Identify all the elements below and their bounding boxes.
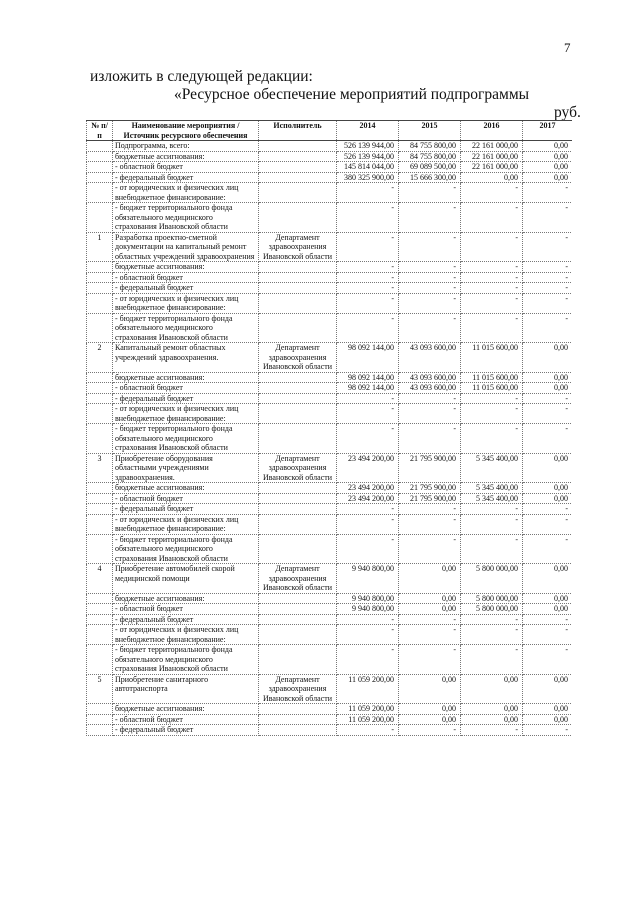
cell-2016: 22 161 000,00 — [461, 151, 523, 162]
cell-2015: - — [399, 645, 461, 675]
cell-2015: 84 755 800,00 — [399, 151, 461, 162]
cell-number — [87, 604, 113, 615]
cell-activity: Приобретение оборудования областными учреждениями здравоохранения. — [113, 453, 259, 483]
cell-2014: - — [337, 404, 399, 424]
cell-2017: - — [523, 393, 573, 404]
cell-2016: 0,00 — [461, 714, 523, 725]
cell-executor — [259, 714, 337, 725]
table-body — [87, 141, 573, 736]
cell-2017: - — [523, 262, 573, 273]
cell-executor — [259, 604, 337, 615]
cell-2016: - — [461, 625, 523, 645]
cell-2015: 0,00 — [399, 593, 461, 604]
table-row — [87, 232, 573, 262]
cell-number — [87, 262, 113, 273]
cell-2014: - — [337, 293, 399, 313]
header-2014: 2014 — [337, 121, 399, 141]
cell-2016: - — [461, 272, 523, 283]
cell-2016: 5 345 400,00 — [461, 483, 523, 494]
cell-2016: 5 800 000,00 — [461, 604, 523, 615]
cell-executor — [259, 645, 337, 675]
cell-number — [87, 141, 113, 152]
cell-2017: - — [523, 272, 573, 283]
cell-2016: 5 345 400,00 — [461, 493, 523, 504]
cell-number — [87, 725, 113, 736]
cell-2015: 43 093 600,00 — [399, 343, 461, 373]
table-row — [87, 645, 573, 675]
cell-2014: - — [337, 203, 399, 233]
table-row — [87, 393, 573, 404]
resource-table — [86, 120, 572, 736]
cell-number — [87, 625, 113, 645]
header-2015: 2015 — [399, 121, 461, 141]
table-row — [87, 534, 573, 564]
cell-2014: - — [337, 262, 399, 273]
cell-2014: - — [337, 232, 399, 262]
cell-number — [87, 203, 113, 233]
cell-2014: 526 139 944,00 — [337, 151, 399, 162]
cell-2017: 0,00 — [523, 383, 573, 394]
table-row — [87, 493, 573, 504]
header-2016: 2016 — [461, 121, 523, 141]
table-row — [87, 343, 573, 373]
cell-2014: - — [337, 645, 399, 675]
cell-activity: - бюджет территориального фонда обязательного медицинского страхования Ивановской области — [113, 424, 259, 454]
cell-activity: бюджетные ассигнования: — [113, 372, 259, 383]
header-2017: 2017 — [523, 121, 573, 141]
cell-activity: - от юридических и физических лиц внебюджетное финансирование: — [113, 514, 259, 534]
cell-executor — [259, 424, 337, 454]
cell-2017: - — [523, 404, 573, 424]
cell-activity: - от юридических и физических лиц внебюджетное финансирование: — [113, 404, 259, 424]
table-row — [87, 725, 573, 736]
cell-number — [87, 283, 113, 294]
cell-2017: - — [523, 183, 573, 203]
cell-2015: 21 795 900,00 — [399, 483, 461, 494]
cell-activity: - областной бюджет — [113, 272, 259, 283]
cell-executor — [259, 614, 337, 625]
cell-2017: - — [523, 424, 573, 454]
table-row — [87, 714, 573, 725]
cell-activity: Приобретение санитарного автотранспорта — [113, 674, 259, 704]
cell-executor — [259, 534, 337, 564]
cell-2014: - — [337, 625, 399, 645]
cell-2017: - — [523, 293, 573, 313]
cell-2014: 145 814 044,00 — [337, 162, 399, 173]
header-row — [87, 121, 573, 141]
cell-executor — [259, 162, 337, 173]
cell-activity: - областной бюджет — [113, 604, 259, 615]
cell-activity: - бюджет территориального фонда обязательного медицинского страхования Ивановской области — [113, 313, 259, 343]
cell-2015: - — [399, 424, 461, 454]
cell-activity: - бюджет территориального фонда обязательного медицинского страхования Ивановской области — [113, 645, 259, 675]
cell-executor — [259, 493, 337, 504]
cell-number — [87, 313, 113, 343]
table-header — [87, 121, 573, 141]
cell-2015: - — [399, 725, 461, 736]
cell-activity: - областной бюджет — [113, 383, 259, 394]
cell-executor — [259, 625, 337, 645]
cell-2017: 0,00 — [523, 453, 573, 483]
cell-2017: - — [523, 203, 573, 233]
cell-number — [87, 372, 113, 383]
cell-2015: - — [399, 283, 461, 294]
table-row — [87, 203, 573, 233]
cell-number — [87, 404, 113, 424]
table-row — [87, 151, 573, 162]
cell-activity: бюджетные ассигнования: — [113, 704, 259, 715]
currency-unit: руб. — [554, 104, 581, 121]
cell-2015: 15 666 300,00 — [399, 172, 461, 183]
table-row — [87, 453, 573, 483]
cell-number — [87, 704, 113, 715]
cell-executor — [259, 593, 337, 604]
cell-2016: - — [461, 262, 523, 273]
cell-number — [87, 172, 113, 183]
cell-2016: - — [461, 534, 523, 564]
cell-2017: - — [523, 283, 573, 294]
cell-activity: - федеральный бюджет — [113, 393, 259, 404]
cell-activity: - от юридических и физических лиц внебюджетное финансирование: — [113, 293, 259, 313]
cell-2015: - — [399, 232, 461, 262]
cell-activity: - бюджет территориального фонда обязательного медицинского страхования Ивановской области — [113, 203, 259, 233]
cell-2016: 11 015 600,00 — [461, 343, 523, 373]
cell-2014: 9 940 800,00 — [337, 564, 399, 594]
cell-2016: 22 161 000,00 — [461, 162, 523, 173]
cell-2016: - — [461, 404, 523, 424]
table-row — [87, 483, 573, 494]
cell-number — [87, 483, 113, 494]
cell-2014: - — [337, 183, 399, 203]
cell-2015: - — [399, 534, 461, 564]
cell-executor — [259, 293, 337, 313]
cell-2014: - — [337, 514, 399, 534]
cell-2015: 69 089 500,00 — [399, 162, 461, 173]
cell-activity: - областной бюджет — [113, 162, 259, 173]
cell-activity: бюджетные ассигнования: — [113, 262, 259, 273]
cell-2016: - — [461, 645, 523, 675]
table-row — [87, 593, 573, 604]
cell-2016: - — [461, 313, 523, 343]
cell-number — [87, 593, 113, 604]
cell-number — [87, 393, 113, 404]
cell-2015: - — [399, 272, 461, 283]
table-row — [87, 404, 573, 424]
cell-2014: 380 325 900,00 — [337, 172, 399, 183]
cell-executor — [259, 313, 337, 343]
cell-2017: 0,00 — [523, 714, 573, 725]
cell-executor — [259, 704, 337, 715]
table-row — [87, 514, 573, 534]
cell-executor — [259, 725, 337, 736]
cell-activity: Капитальный ремонт областных учреждений здравоохранения. — [113, 343, 259, 373]
cell-2015: 84 755 800,00 — [399, 141, 461, 152]
cell-number — [87, 534, 113, 564]
cell-2017: 0,00 — [523, 674, 573, 704]
cell-2016: - — [461, 504, 523, 515]
table-row — [87, 283, 573, 294]
cell-2015: 0,00 — [399, 704, 461, 715]
cell-executor: Департамент здравоохранения Ивановской области — [259, 453, 337, 483]
cell-2014: 11 059 200,00 — [337, 714, 399, 725]
cell-number — [87, 614, 113, 625]
cell-number: 5 — [87, 674, 113, 704]
cell-2014: - — [337, 534, 399, 564]
cell-executor — [259, 272, 337, 283]
cell-2015: - — [399, 614, 461, 625]
cell-2014: 23 494 200,00 — [337, 493, 399, 504]
cell-2017: 0,00 — [523, 483, 573, 494]
cell-2016: 22 161 000,00 — [461, 141, 523, 152]
page-number: 7 — [564, 40, 571, 55]
cell-number — [87, 162, 113, 173]
cell-2017: 0,00 — [523, 704, 573, 715]
cell-2016: 0,00 — [461, 172, 523, 183]
cell-activity: бюджетные ассигнования: — [113, 151, 259, 162]
cell-number — [87, 424, 113, 454]
cell-2014: 23 494 200,00 — [337, 483, 399, 494]
cell-activity: - федеральный бюджет — [113, 725, 259, 736]
table-row — [87, 313, 573, 343]
cell-2015: 0,00 — [399, 564, 461, 594]
cell-2016: 11 015 600,00 — [461, 372, 523, 383]
table-row — [87, 604, 573, 615]
table-row — [87, 162, 573, 173]
cell-number — [87, 183, 113, 203]
cell-activity: - федеральный бюджет — [113, 504, 259, 515]
cell-2014: 9 940 800,00 — [337, 593, 399, 604]
intro-text: изложить в следующей редакции: — [90, 68, 313, 85]
cell-2016: - — [461, 293, 523, 313]
table-row — [87, 262, 573, 273]
cell-activity: - бюджет территориального фонда обязательного медицинского страхования Ивановской области — [113, 534, 259, 564]
header-number: № п/п — [87, 121, 113, 141]
cell-2016: - — [461, 393, 523, 404]
cell-number: 1 — [87, 232, 113, 262]
cell-executor — [259, 372, 337, 383]
cell-2014: - — [337, 313, 399, 343]
cell-2017: - — [523, 504, 573, 515]
table-row — [87, 504, 573, 515]
cell-2015: 0,00 — [399, 714, 461, 725]
cell-2017: 0,00 — [523, 141, 573, 152]
cell-2015: - — [399, 625, 461, 645]
cell-number — [87, 645, 113, 675]
cell-2015: 43 093 600,00 — [399, 383, 461, 394]
table-row — [87, 674, 573, 704]
cell-2014: 98 092 144,00 — [337, 372, 399, 383]
cell-number — [87, 504, 113, 515]
cell-executor — [259, 172, 337, 183]
cell-2014: 526 139 944,00 — [337, 141, 399, 152]
cell-activity: - федеральный бюджет — [113, 172, 259, 183]
cell-number — [87, 493, 113, 504]
cell-activity: - федеральный бюджет — [113, 283, 259, 294]
cell-executor — [259, 504, 337, 515]
table-row — [87, 272, 573, 283]
cell-number — [87, 272, 113, 283]
cell-number — [87, 714, 113, 725]
cell-2016: 0,00 — [461, 704, 523, 715]
cell-2015: 0,00 — [399, 604, 461, 615]
header-executor: Исполнитель — [259, 121, 337, 141]
cell-executor — [259, 151, 337, 162]
cell-activity: - областной бюджет — [113, 493, 259, 504]
cell-executor — [259, 262, 337, 273]
cell-2014: - — [337, 424, 399, 454]
cell-executor — [259, 404, 337, 424]
cell-2016: - — [461, 514, 523, 534]
cell-activity: бюджетные ассигнования: — [113, 483, 259, 494]
cell-executor — [259, 393, 337, 404]
cell-activity: - от юридических и физических лиц внебюджетное финансирование: — [113, 183, 259, 203]
cell-2014: 98 092 144,00 — [337, 383, 399, 394]
cell-2015: - — [399, 313, 461, 343]
cell-2017: 0,00 — [523, 343, 573, 373]
cell-2015: - — [399, 393, 461, 404]
cell-2015: 0,00 — [399, 674, 461, 704]
cell-2017: 0,00 — [523, 372, 573, 383]
cell-executor — [259, 483, 337, 494]
cell-2017: 0,00 — [523, 151, 573, 162]
cell-executor — [259, 141, 337, 152]
cell-executor — [259, 383, 337, 394]
cell-activity: бюджетные ассигнования: — [113, 593, 259, 604]
cell-2014: 98 092 144,00 — [337, 343, 399, 373]
cell-activity: - федеральный бюджет — [113, 614, 259, 625]
cell-2017: - — [523, 534, 573, 564]
table-row — [87, 383, 573, 394]
cell-2016: 0,00 — [461, 674, 523, 704]
table-row — [87, 372, 573, 383]
cell-2015: - — [399, 293, 461, 313]
table-row — [87, 293, 573, 313]
cell-2016: - — [461, 725, 523, 736]
cell-number — [87, 293, 113, 313]
cell-2014: - — [337, 614, 399, 625]
cell-2017: 0,00 — [523, 172, 573, 183]
cell-number — [87, 514, 113, 534]
cell-executor: Департамент здравоохранения Ивановской области — [259, 232, 337, 262]
cell-number: 3 — [87, 453, 113, 483]
cell-number — [87, 151, 113, 162]
cell-activity: Разработка проектно-сметной документации на капитальный ремонт областных учреждений здравоохранения — [113, 232, 259, 262]
cell-executor — [259, 203, 337, 233]
cell-2017: - — [523, 645, 573, 675]
table-row — [87, 172, 573, 183]
header-activity: Наименование мероприятия / Источник ресурсного обеспечения — [113, 121, 259, 141]
cell-executor: Департамент здравоохранения Ивановской области — [259, 343, 337, 373]
cell-executor — [259, 514, 337, 534]
table-row — [87, 614, 573, 625]
cell-2017: - — [523, 514, 573, 534]
cell-2017: - — [523, 313, 573, 343]
cell-2017: - — [523, 232, 573, 262]
cell-activity: - областной бюджет — [113, 714, 259, 725]
cell-2015: - — [399, 504, 461, 515]
cell-executor: Департамент здравоохранения Ивановской области — [259, 564, 337, 594]
cell-2017: 0,00 — [523, 564, 573, 594]
table-row — [87, 625, 573, 645]
cell-2016: - — [461, 203, 523, 233]
cell-2017: - — [523, 614, 573, 625]
cell-2016: - — [461, 614, 523, 625]
cell-2017: 0,00 — [523, 493, 573, 504]
table-row — [87, 183, 573, 203]
cell-2015: 21 795 900,00 — [399, 493, 461, 504]
cell-2017: 0,00 — [523, 604, 573, 615]
cell-2014: - — [337, 272, 399, 283]
cell-executor — [259, 183, 337, 203]
cell-2016: 5 345 400,00 — [461, 453, 523, 483]
cell-2015: - — [399, 203, 461, 233]
cell-activity: - от юридических и физических лиц внебюджетное финансирование: — [113, 625, 259, 645]
cell-2014: - — [337, 725, 399, 736]
cell-2014: - — [337, 504, 399, 515]
cell-2015: - — [399, 404, 461, 424]
cell-2016: 11 015 600,00 — [461, 383, 523, 394]
cell-2014: 23 494 200,00 — [337, 453, 399, 483]
cell-executor: Департамент здравоохранения Ивановской области — [259, 674, 337, 704]
cell-number: 2 — [87, 343, 113, 373]
cell-2017: 0,00 — [523, 162, 573, 173]
cell-activity: Подпрограмма, всего: — [113, 141, 259, 152]
resource-table-wrapper — [86, 120, 572, 848]
cell-2014: - — [337, 283, 399, 294]
cell-2015: 21 795 900,00 — [399, 453, 461, 483]
cell-2014: 9 940 800,00 — [337, 604, 399, 615]
cell-2015: - — [399, 262, 461, 273]
cell-2014: - — [337, 393, 399, 404]
cell-number — [87, 383, 113, 394]
table-row — [87, 424, 573, 454]
cell-executor — [259, 283, 337, 294]
cell-2017: - — [523, 625, 573, 645]
cell-2015: - — [399, 514, 461, 534]
cell-2016: - — [461, 283, 523, 294]
cell-2016: 5 800 000,00 — [461, 564, 523, 594]
table-row — [87, 564, 573, 594]
cell-2016: - — [461, 424, 523, 454]
cell-2015: 43 093 600,00 — [399, 372, 461, 383]
cell-2016: 5 800 000,00 — [461, 593, 523, 604]
cell-2016: - — [461, 183, 523, 203]
cell-activity: Приобретение автомобилей скорой медицинской помощи — [113, 564, 259, 594]
table-title: «Ресурсное обеспечение мероприятий подпрограммы — [174, 86, 530, 103]
cell-2017: 0,00 — [523, 593, 573, 604]
cell-2015: - — [399, 183, 461, 203]
table-row — [87, 141, 573, 152]
cell-2014: 11 059 200,00 — [337, 674, 399, 704]
cell-2014: 11 059 200,00 — [337, 704, 399, 715]
cell-2016: - — [461, 232, 523, 262]
cell-2017: - — [523, 725, 573, 736]
table-row — [87, 704, 573, 715]
cell-number: 4 — [87, 564, 113, 594]
